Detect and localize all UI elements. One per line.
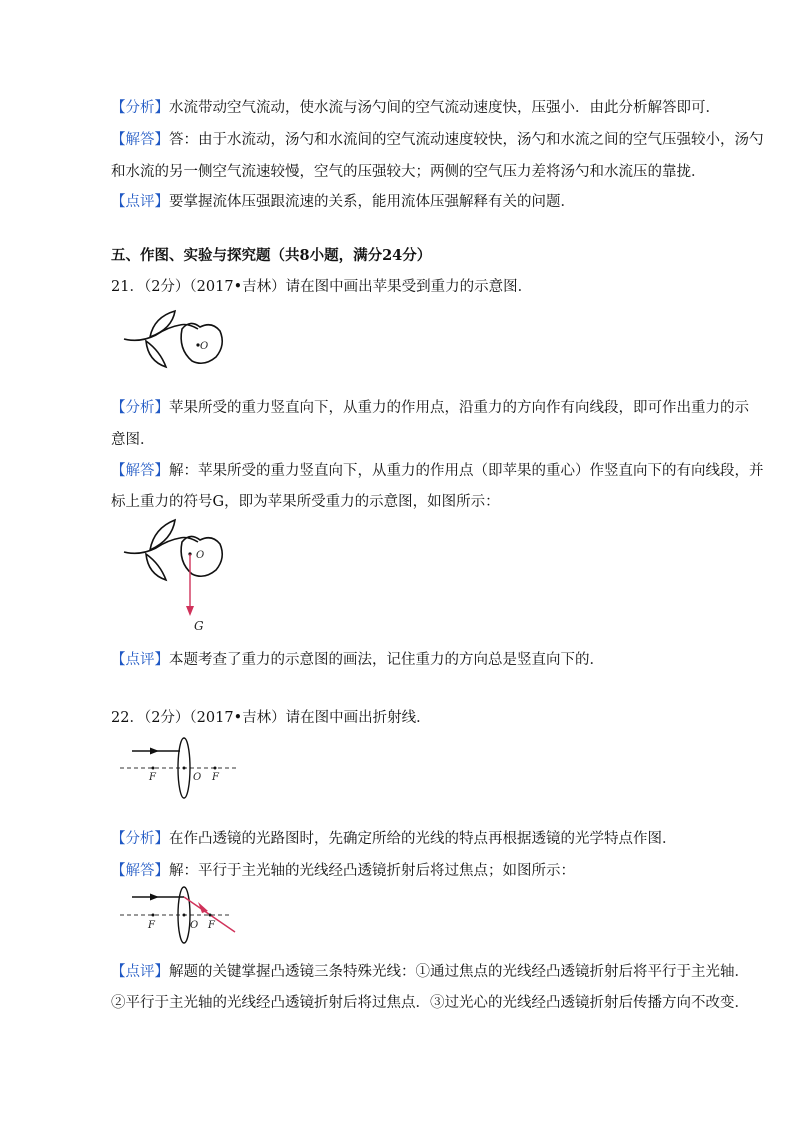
q22-answer (111, 861, 575, 881)
leaf-bottom (146, 341, 166, 367)
label-f-right: F (208, 920, 215, 931)
answer-text: 解：平行于主光轴的光线经凸透镜折射后将过焦点；如图所示： (169, 863, 575, 879)
q21-question: 21．（2分）（2017•吉林）请在图中画出苹果受到重力的示意图． (111, 279, 533, 295)
apple-figure (120, 305, 230, 370)
comment-tag: 【点评】 (111, 652, 169, 668)
analysis-text: 苹果所受的重力竖直向下，从重力的作用点，沿重力的方向作有向线段，即可作出重力的示 (169, 400, 749, 416)
apple-gravity-figure (120, 512, 230, 637)
ray-arrow (150, 748, 159, 755)
q21-answer-line2: 标上重力的符号G，即为苹果所受重力的示意图，如图所示： (111, 494, 500, 510)
answer-text: 答：由于水流动，汤勺和水流间的空气流动速度较快，汤勺和水流之间的空气压强较小，汤勺 (169, 132, 764, 148)
leaf-top (150, 311, 175, 337)
q21-analysis-line2: 意图． (111, 432, 155, 448)
q22-comment-line2: ②平行于主光轴的光线经凸透镜折射后将过焦点．③过光心的光线经凸透镜折射后传播方向不改变． (111, 995, 749, 1011)
answer-text: 解：苹果所受的重力竖直向下，从重力的作用点（即苹果的重心）作竖直向下的有向线段，并 (169, 463, 764, 479)
q22-analysis (111, 829, 677, 849)
analysis-tag: 【分析】 (111, 831, 169, 847)
q20-analysis (111, 98, 720, 118)
answer-tag: 【解答】 (111, 463, 169, 479)
q20-comment (111, 192, 575, 212)
q21-comment (111, 650, 604, 670)
analysis-text: 在作凸透镜的光路图时，先确定所给的光线的特点再根据透镜的光学特点作图． (169, 831, 677, 847)
answer-tag: 【解答】 (111, 863, 169, 879)
q20-answer-line1 (111, 130, 764, 150)
q21-answer-line1 (111, 461, 764, 481)
comment-tag: 【点评】 (111, 964, 169, 980)
label-o: O (196, 550, 205, 561)
q21-analysis-line1 (111, 398, 749, 418)
label-o: O (200, 341, 209, 352)
label-f-left: F (148, 920, 155, 931)
q20-answer-line2: 和水流的另一侧空气流速较慢，空气的压强较大；两侧的空气压力差将汤勺和水流压的靠拢． (111, 164, 706, 180)
comment-text: 要掌握流体压强跟流速的关系，能用流体压强解释有关的问题． (169, 194, 575, 210)
label-g: G (194, 619, 204, 633)
label-o: O (193, 772, 202, 783)
section-heading: 五、作图、实验与探究题（共8小题，满分24分） (111, 247, 432, 264)
q22-comment-line1 (111, 962, 749, 982)
label-f-right: F (212, 772, 219, 783)
comment-text: 解题的关键掌握凸透镜三条特殊光线：①通过焦点的光线经凸透镜折射后将平行于主光轴． (169, 964, 749, 980)
lens-refraction-figure (120, 885, 245, 950)
comment-text: 本题考查了重力的示意图的画法，记住重力的方向总是竖直向下的． (169, 652, 604, 668)
gravity-arrow-head (186, 606, 194, 616)
label-o: O (190, 920, 199, 931)
q22-question: 22．（2分）（2017•吉林）请在图中画出折射线． (111, 710, 431, 726)
label-f-left: F (149, 772, 156, 783)
lens-figure (120, 735, 240, 800)
analysis-tag: 【分析】 (111, 400, 169, 416)
analysis-tag: 【分析】 (111, 100, 169, 116)
analysis-text: 水流带动空气流动，使水流与汤勺间的空气流动速度快，压强小．由此分析解答即可． (169, 100, 720, 116)
comment-tag: 【点评】 (111, 194, 169, 210)
answer-tag: 【解答】 (111, 132, 169, 148)
